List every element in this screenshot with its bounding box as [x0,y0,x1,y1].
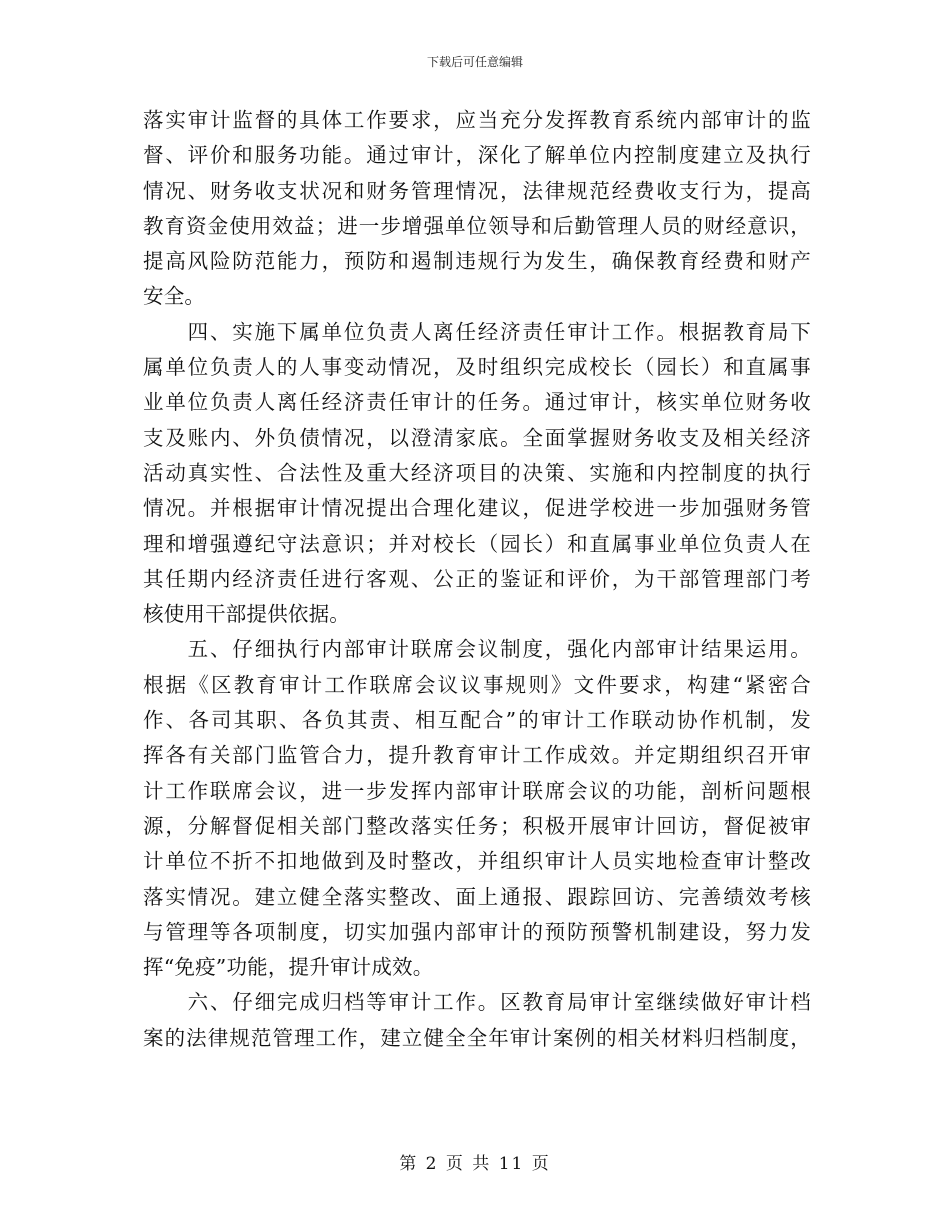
page-footer: 第 2 页 共 11 页 [399,1154,551,1174]
document-body [143,103,811,1056]
text-line: 提高风险防范能力，预防和遏制违规行为发生，确保教育经费和财产 [143,249,811,274]
text-line: 四、实施下属单位负责人离任经济责任审计工作。根据教育局下 [143,319,811,344]
text-line: 作、各司其职、各负其责、相互配合”的审计工作联动协作机制，发 [143,708,811,733]
text-line: 落实审计监督的具体工作要求，应当充分发挥教育系统内部审计的监 [143,108,811,132]
text-line: 挥各有关部门监管合力，提升教育审计工作成效。并定期组织召开审 [143,743,811,768]
text-line: 属单位负责人的人事变动情况，及时组织完成校长（园长）和直属事 [143,355,811,380]
text-line: 理和增强遵纪守法意识；并对校长（园长）和直属事业单位负责人在 [143,531,811,556]
text-line: 根据《区教育审计工作联席会议议事规则》文件要求，构建“紧密合 [143,672,811,697]
text-line: 督、评价和服务功能。通过审计，深化了解单位内控制度建立及执行 [143,143,811,168]
text-line: 活动真实性、合法性及重大经济项目的决策、实施和内控制度的执行 [143,460,811,485]
text-line: 挥“免疫”功能，提升审计成效。 [143,955,434,980]
text-line: 源，分解督促相关部门整改落实任务；积极开展审计回访，督促被审 [143,813,811,838]
text-line: 安全。 [143,284,206,309]
page-header: 下载后可任意编辑 [426,55,523,69]
text-line: 计单位不折不扣地做到及时整改，并组织审计人员实地检查审计整改 [143,849,811,874]
text-line: 其任期内经济责任进行客观、公正的鉴证和评价，为干部管理部门考 [143,566,811,591]
text-line: 核使用干部提供依据。 [143,602,350,627]
text-line: 六、仔细完成归档等审计工作。区教育局审计室继续做好审计档 [143,990,811,1015]
text-line: 计工作联席会议，进一步发挥内部审计联席会议的功能，剖析问题根 [143,778,811,803]
text-line: 支及账内、外负债情况，以澄清家底。全面掌握财务收支及相关经济 [143,425,811,450]
text-line: 情况、财务收支状况和财务管理情况，法律规范经费收支行为，提高 [143,178,811,203]
text-line: 落实情况。建立健全落实整改、面上通报、跟踪回访、完善绩效考核 [143,884,811,909]
text-line: 五、仔细执行内部审计联席会议制度，强化内部审计结果运用。 [143,637,811,662]
text-line: 案的法律规范管理工作，建立健全全年审计案例的相关材料归档制度， [143,1025,811,1050]
text-line: 教育资金使用效益；进一步增强单位领导和后勤管理人员的财经意识， [143,213,811,238]
text-line: 情况。并根据审计情况提出合理化建议，促进学校进一步加强财务管 [143,496,811,521]
text-line: 业单位负责人离任经济责任审计的任务。通过审计，核实单位财务收 [143,390,811,415]
text-line: 与管理等各项制度，切实加强内部审计的预防预警机制建设，努力发 [143,919,811,944]
